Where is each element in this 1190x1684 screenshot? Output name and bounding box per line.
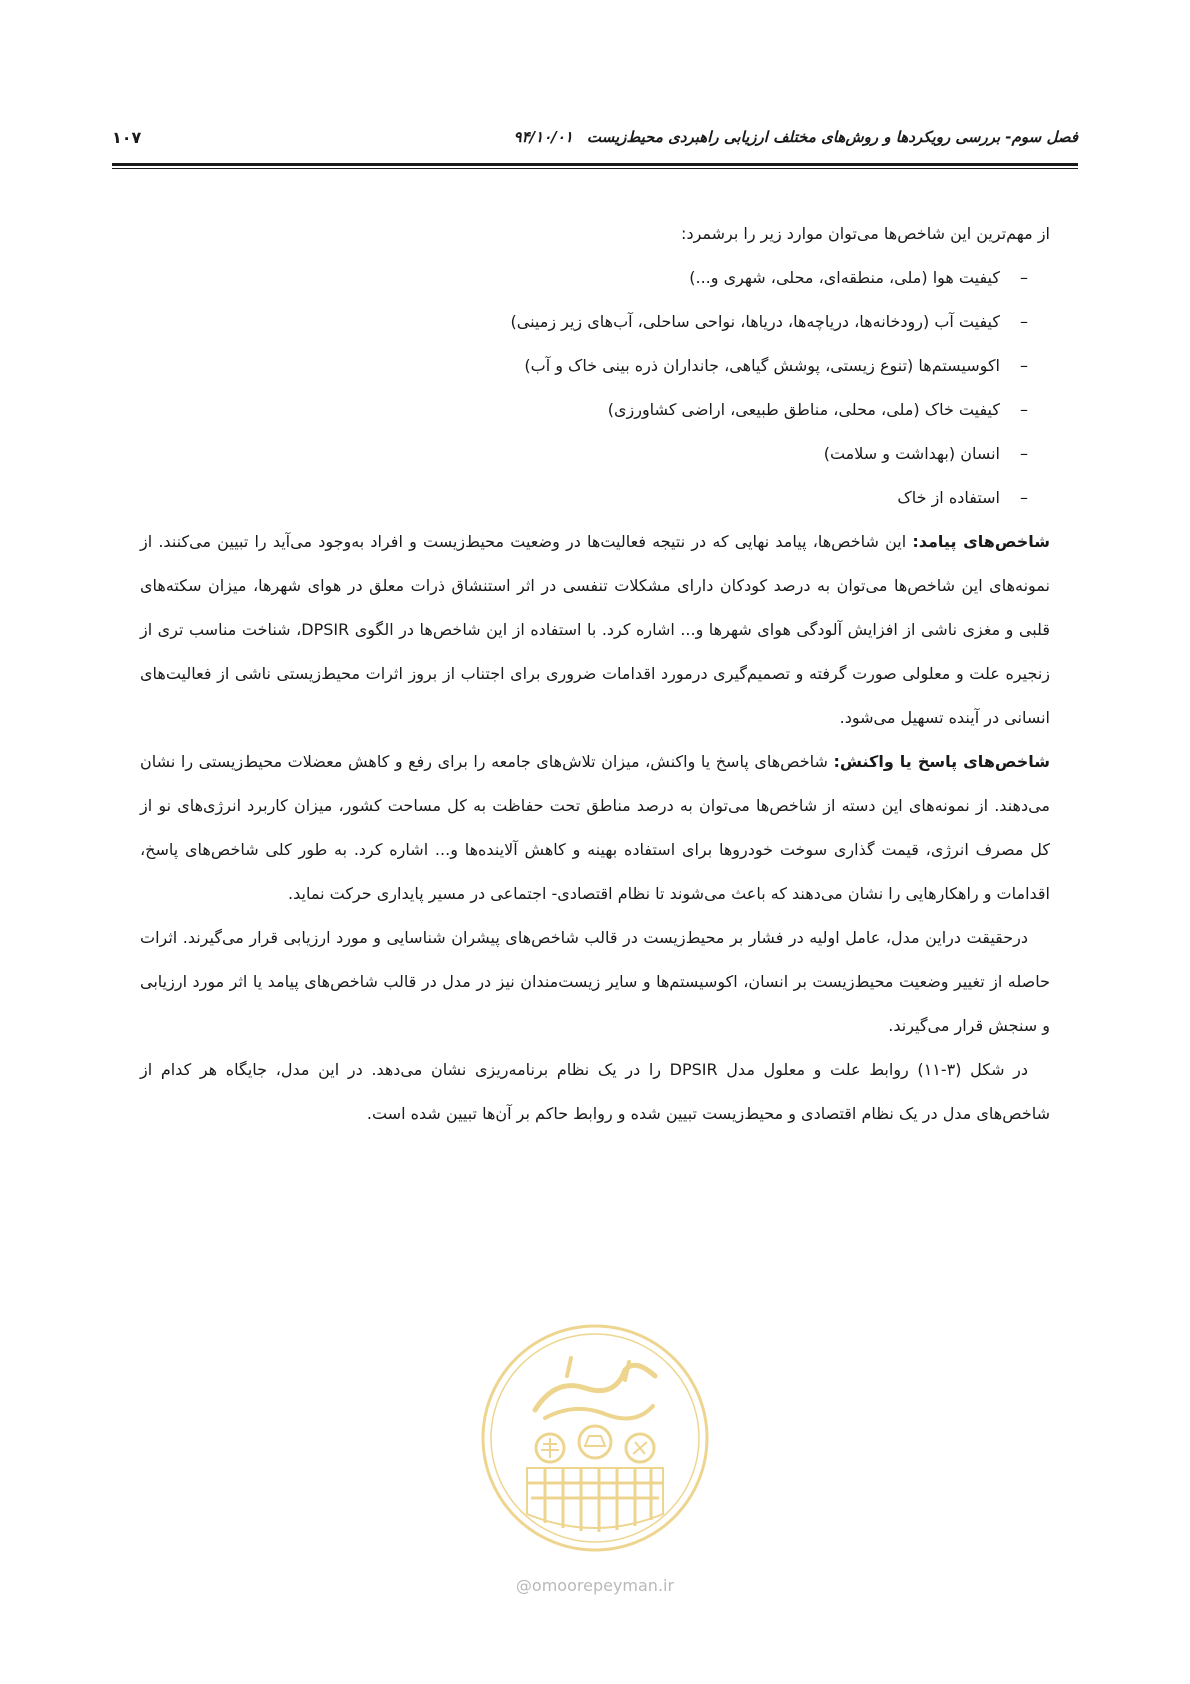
response-indicators-paragraph [140,740,1050,916]
response-text: شاخص‌های پاسخ یا واکنش، میزان تلاش‌های جامعه را برای رفع و کاهش معضلات محیط‌زیستی را نشان می‌دهند. از نمونه‌های این دسته از شاخص‌ها می‌توان به درصد مناطق تحت حفاظت به کل مساحت کشور، میزان کاربرد انرژی‌های نو از کل مصرف انرژی، قیمت گذاری سوخت خودروها برای استفاده بهینه و کاهش آلاینده‌ها و... اشاره کرد. به طور کلی شاخص‌های پاسخ، اقدامات و راهکارهایی را نشان می‌دهند که باعث می‌شوند تا نظام اقتصادی- اجتماعی در مسیر پایداری حرکت نماید. [140,752,1050,903]
dash-marker: – [1020,356,1028,375]
list-item: – اکوسیستم‌ها (تنوع زیستی، پوشش گیاهی، جانداران ذره بینی خاک و آب) [140,344,1028,388]
header-date: ۹۴/۱۰/۰۱ [513,128,573,146]
dash-marker: – [1020,400,1028,419]
chapter-title: فصل سوم- بررسی رویکردها و روش‌های مختلف ارزیابی راهبردی محیط‌زیست [586,128,1078,146]
page-body [140,212,1050,1136]
watermark-seal-icon [475,1318,715,1558]
dash-marker: – [1020,268,1028,287]
dash-marker: – [1020,488,1028,507]
model-paragraph: درحقیقت دراین مدل، عامل اولیه در فشار بر محیط‌زیست در قالب شاخص‌های پیشران شناسایی و مورد ارزیابی قرار می‌گیرند. اثرات حاصله از تغییر وضعیت محیط‌زیست بر انسان، اکوسیستم‌ها و سایر زیست‌مندان نیز در مدل در قالب شاخص‌های پیامد یا اثر مورد ارزیابی و سنجش قرار می‌گیرند. [140,928,1050,1035]
response-term: شاخص‌های پاسخ یا واکنش: [833,752,1051,771]
dash-marker: – [1020,312,1028,331]
list-item: – کیفیت خاک (ملی، محلی، مناطق طبیعی، اراضی کشاورزی) [140,388,1028,432]
list-item: – انسان (بهداشت و سلامت) [140,432,1028,476]
watermark-url: @omoorepeyman.ir [515,1576,675,1595]
figure-reference-paragraph: در شکل (۳-۱۱) روابط علت و معلول مدل DPSIR را در یک نظام برنامه‌ریزی نشان می‌دهد. در این مدل، جایگاه هر کدام از شاخص‌های مدل در یک نظام اقتصادی و محیط‌زیست تبیین شده و روابط حاکم بر آن‌ها تبیین شده است. [140,1060,1050,1123]
list-item: – استفاده از خاک [140,476,1028,520]
impact-indicators-paragraph [140,520,1050,740]
running-header [514,128,1078,146]
dash-marker: – [1020,444,1028,463]
impact-term: شاخص‌های پیامد: [912,532,1050,551]
impact-text: این شاخص‌ها، پیامد نهایی که در نتیجه فعالیت‌ها در وضعیت محیط‌زیست و افراد به‌وجود می‌آید را تبیین می‌کنند. از نمونه‌های این شاخص‌ها می‌توان به درصد کودکان دارای مشکلات تنفسی در اثر استنشاق ذرات معلق در هوای شهرها، میزان سکته‌های قلبی و مغزی ناشی از افزایش آلودگی هوای شهرها و... اشاره کرد. با استفاده از این شاخص‌ها در الگوی DPSIR، شناخت مناسب تری از زنجیره علت و معلولی صورت گرفته و تصمیم‌گیری درمورد اقدامات ضروری برای اجتناب از بروز اثرات محیط‌زیستی ناشی از فعالیت‌های انسانی در آینده تسهیل می‌شود. [140,532,1051,727]
page-number: ۱۰۷ [112,128,142,147]
intro-sentence: از مهم‌ترین این شاخص‌ها می‌توان موارد زیر را برشمرد: [681,224,1050,243]
at-icon: @ [515,1576,532,1595]
indicator-list [140,256,1050,520]
list-item: – کیفیت هوا (ملی، منطقه‌ای، محلی، شهری و...) [140,256,1028,300]
page-header [112,128,1078,156]
list-item: – کیفیت آب (رودخانه‌ها، دریاچه‌ها، دریاها، نواحی ساحلی، آب‌های زیر زمینی) [140,300,1028,344]
header-divider [112,163,1078,169]
